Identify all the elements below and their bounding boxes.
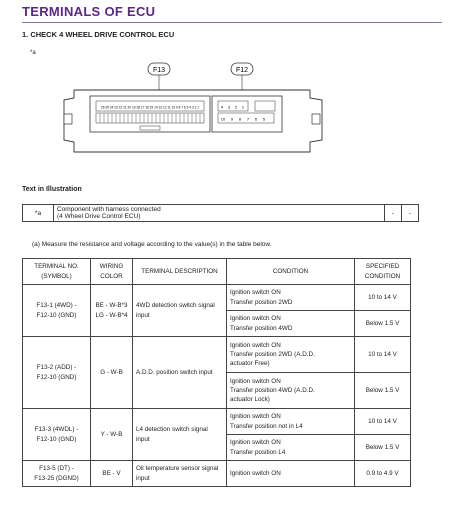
f12-pin-5: 5 [262, 116, 266, 122]
f12-pin-2: 2 [234, 104, 238, 110]
spec-cell: Below 1.5 V [355, 373, 411, 409]
f12-pin-10: 10 [220, 116, 226, 122]
terminal-line: F13-5 (DT) - [39, 465, 74, 473]
terminal-table [22, 258, 411, 487]
f12-pin-6: 6 [254, 116, 258, 122]
legend-table [22, 204, 419, 222]
condition-line: Transfer position 2WD (A.D.D. [230, 350, 315, 358]
terminal-line: F13-1 (4WD) - [36, 302, 77, 310]
header-terminal-no: TERMINAL NO. (SYMBOL) [23, 259, 91, 285]
spec-cell: 0.9 to 4.9 V [355, 461, 411, 487]
header-condition: CONDITION [227, 259, 355, 285]
step-heading: 1. CHECK 4 WHEEL DRIVE CONTROL ECU [22, 30, 175, 39]
f12-pin-3: 3 [227, 104, 231, 110]
condition-line: Transfer position 2WD [230, 298, 293, 306]
condition-line: Transfer position not in L4 [230, 422, 303, 430]
f12-pin-9: 9 [230, 116, 234, 122]
table-row [23, 337, 411, 373]
terminal-cell [23, 285, 91, 337]
terminal-cell [23, 409, 91, 461]
f12-pin-7: 7 [246, 116, 250, 122]
illustration-marker: *a [30, 50, 36, 56]
condition-line: Ignition switch ON [230, 439, 281, 447]
condition-cell [227, 311, 355, 337]
wiring-cell [91, 337, 133, 409]
legend-text-line: Component with harness connected [57, 206, 161, 213]
header-terminal-description: TERMINAL DESCRIPTION [133, 259, 227, 285]
table-row [23, 409, 411, 435]
terminal-cell [23, 337, 91, 409]
terminal-line: F12-10 (GND) [36, 373, 77, 381]
terminal-line: F13-2 (ADD) - [36, 364, 77, 372]
condition-cell [227, 435, 355, 461]
spec-cell: Below 1.5 V [355, 311, 411, 337]
header-specified-condition: SPECIFIED CONDITION [355, 259, 411, 285]
condition-line: Transfer position L4 [230, 448, 286, 456]
connector-label-f13: F13 [152, 67, 166, 74]
legend-key: *a [23, 205, 54, 222]
description-cell: A.D.D. position switch input [133, 337, 227, 409]
condition-line: Ignition switch ON [230, 289, 281, 297]
condition-line: actuator Lock) [230, 396, 270, 404]
legend-text [54, 205, 385, 222]
condition-cell [227, 409, 355, 435]
terminal-line: F12-10 (GND) [36, 435, 77, 443]
description-cell: 4WD detection switch signal input [133, 285, 227, 337]
terminal-line: F13-25 (DGND) [34, 474, 79, 482]
wiring-line: Y - W-B [100, 430, 123, 438]
legend-text-line: (4 Wheel Drive Control ECU) [57, 213, 141, 220]
header-wiring-color: WIRING COLOR [91, 259, 133, 285]
title-divider [22, 22, 442, 23]
page-title: TERMINALS OF ECU [22, 4, 156, 19]
terminal-line: F12-10 (GND) [36, 311, 77, 319]
legend-dash: - [402, 205, 419, 222]
legend-dash: - [385, 205, 402, 222]
terminal-line: F13-3 (4WDL) - [34, 426, 79, 434]
instruction-note: (a) Measure the resistance and voltage according to the value(s) in the table below. [32, 241, 272, 248]
condition-cell [227, 337, 355, 373]
table-row [23, 461, 411, 487]
wiring-line: LG - W-B*4 [95, 311, 128, 319]
terminal-cell [23, 461, 91, 487]
wiring-cell [91, 461, 133, 487]
description-cell: L4 detection switch signal input [133, 409, 227, 461]
f12-pin-4: 4 [220, 104, 224, 110]
f12-pin-8: 8 [238, 116, 242, 122]
wiring-line: BE - V [102, 469, 121, 477]
condition-cell [227, 461, 355, 487]
condition-line: Ignition switch ON [230, 315, 281, 323]
f12-pin-1: 1 [241, 104, 245, 110]
condition-line: Ignition switch ON [230, 469, 281, 477]
connector-label-f12: F12 [235, 67, 249, 74]
condition-line: Transfer position 4WD [230, 324, 293, 332]
spec-cell: 10 to 14 V [355, 285, 411, 311]
condition-cell [227, 373, 355, 409]
wiring-line: G - W-B [100, 368, 123, 376]
condition-cell [227, 285, 355, 311]
description-cell: Oil temperature sensor signal input [133, 461, 227, 487]
condition-line: actuator Free) [230, 360, 270, 368]
condition-line: Transfer position 4WD (A.D.D. [230, 386, 315, 394]
wiring-cell [91, 285, 133, 337]
wiring-line: BE - W-B*3 [95, 302, 128, 310]
condition-line: Ignition switch ON [230, 377, 281, 385]
spec-cell: 10 to 14 V [355, 337, 411, 373]
ecu-connector-illustration [60, 60, 360, 170]
spec-cell: 10 to 14 V [355, 409, 411, 435]
table-row [23, 285, 411, 311]
condition-line: Ignition switch ON [230, 413, 281, 421]
f13-pin-numbers: 26 25 24 23 22 21 20 19 18 17 16 15 14 13 12 11 10 9 8 7 6 5 4 3 2 1 [100, 105, 200, 110]
spec-cell: Below 1.5 V [355, 435, 411, 461]
legend-heading: Text in Illustration [22, 186, 82, 193]
wiring-cell [91, 409, 133, 461]
condition-line: Ignition switch ON [230, 341, 281, 349]
